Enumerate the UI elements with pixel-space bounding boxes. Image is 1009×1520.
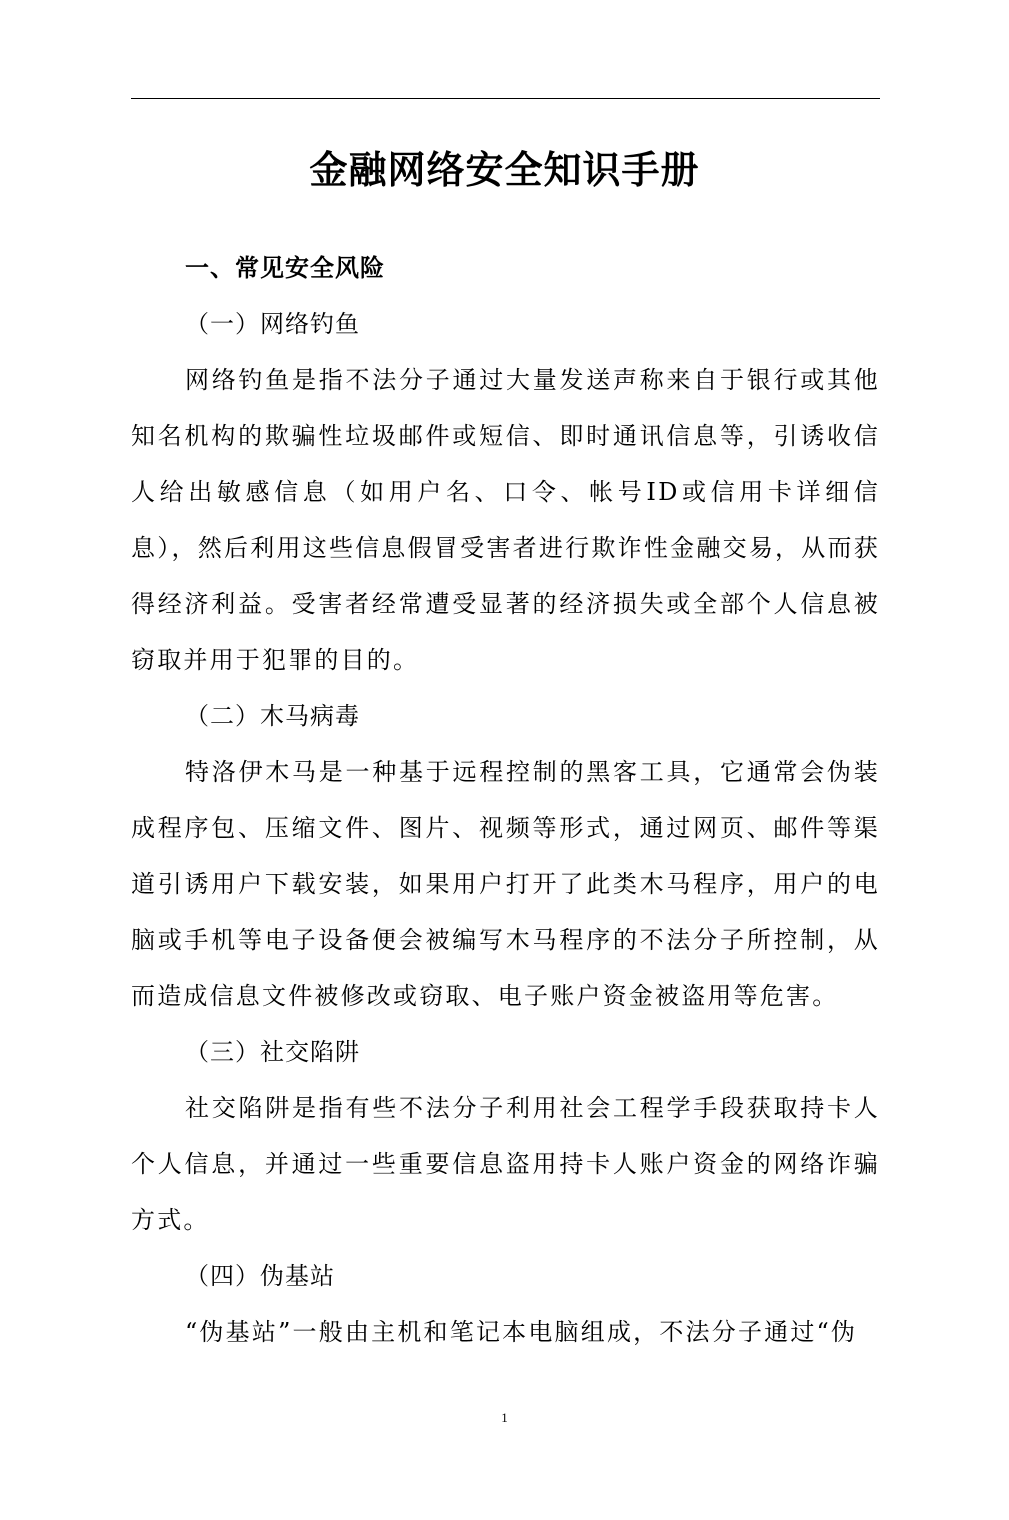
paragraph-trojan: 特洛伊木马是一种基于远程控制的黑客工具，它通常会伪装成程序包、压缩文件、图片、视频等形式，通过网页、邮件等渠道引诱用户下载安装，如果用户打开了此类木马程序，用户的电脑或手机等电子设备便会被编写木马程序的不法分子所控制，从而造成信息文件被修改或窃取、电子账户资金被盗用等危害。 <box>131 758 880 1010</box>
subheading-trojan: （二）木马病毒 <box>185 702 360 730</box>
paragraph-fake-base-station: “伪基站”一般由主机和笔记本电脑组成，不法分子通过“伪 <box>185 1318 858 1346</box>
paragraph-phishing: 网络钓鱼是指不法分子通过大量发送声称来自于银行或其他知名机构的欺骗性垃圾邮件或短信、即时通讯信息等，引诱收信人给出敏感信息（如用户名、口令、帐号ID或信用卡详细信息），然后利用这些信息假冒受害者进行欺诈性金融交易，从而获得经济利益。受害者经常遭受显著的经济损失或全部个人信息被窃取并用于犯罪的目的。 <box>131 366 880 674</box>
section-heading-risks: 一、常见安全风险 <box>185 253 385 282</box>
subheading-social-trap: （三）社交陷阱 <box>185 1038 360 1066</box>
document-title: 金融网络安全知识手册 <box>309 147 700 192</box>
document-body <box>131 240 880 1360</box>
page-number: 1 <box>501 1410 508 1425</box>
subheading-phishing: （一）网络钓鱼 <box>185 310 360 338</box>
paragraph-social-trap: 社交陷阱是指有些不法分子利用社会工程学手段获取持卡人个人信息，并通过一些重要信息盗用持卡人账户资金的网络诈骗方式。 <box>131 1094 880 1234</box>
subheading-fake-base-station: （四）伪基站 <box>185 1262 335 1290</box>
header-rule <box>131 98 880 99</box>
